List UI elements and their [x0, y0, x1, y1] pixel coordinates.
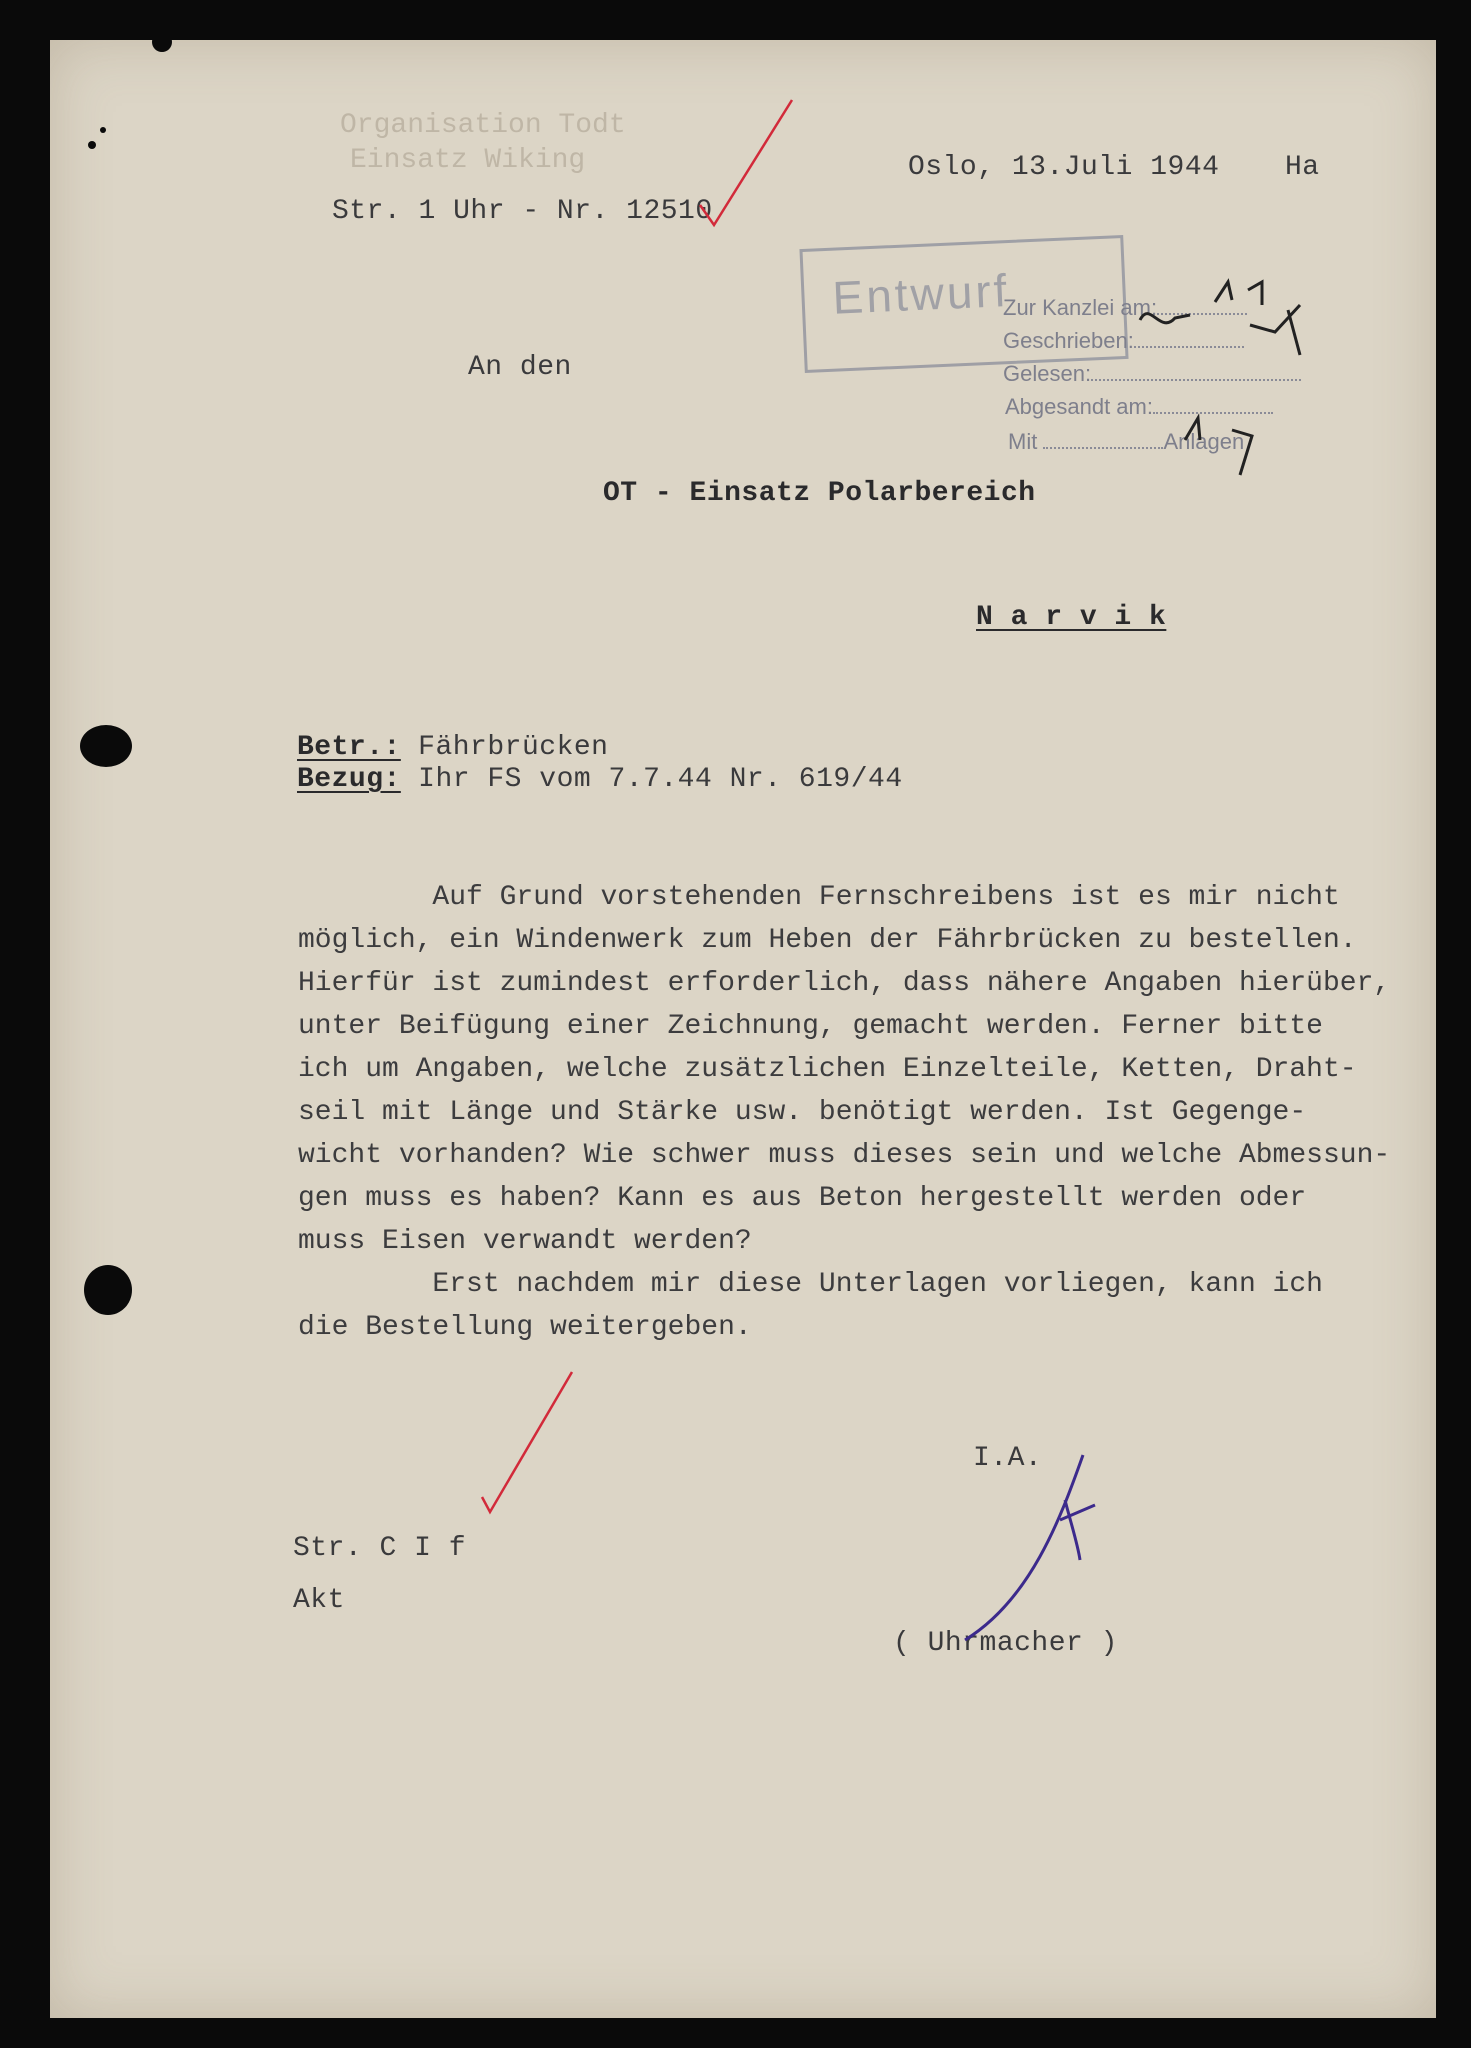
signature-mark — [965, 1455, 1095, 1640]
distribution-1: Str. C I f — [293, 1533, 467, 1564]
stamp-line-mit: Mit Anlagen — [1008, 429, 1245, 454]
hand-kanzlei-mark — [1215, 282, 1262, 305]
red-check-top — [700, 100, 792, 225]
edge-speck-1 — [152, 32, 172, 52]
body-line-9: muss Eisen verwandt werden? — [298, 1226, 752, 1257]
body-line-7: wicht vorhanden? Wie schwer muss dieses sein und welche Abmessun- — [298, 1140, 1391, 1171]
initials: Ha — [1285, 152, 1320, 183]
body-line-8: gen muss es haben? Kann es aus Beton hergestellt werden oder — [298, 1183, 1307, 1214]
faded-letterhead-1: Organisation Todt — [340, 110, 626, 141]
salutation: An den — [468, 352, 572, 383]
distribution-2: Akt — [293, 1585, 345, 1616]
body-line-4: unter Beifügung einer Zeichnung, gemacht werden. Ferner bitte — [298, 1011, 1323, 1042]
stamp-title: Entwurf — [831, 264, 1011, 324]
recipient-organisation: OT - Einsatz Polarbereich — [603, 478, 1036, 509]
recipient-city: N a r v i k — [976, 602, 1167, 633]
hand-mit-mark — [1185, 418, 1252, 475]
reference-number: Str. 1 Uhr - Nr. 12510 — [332, 196, 713, 227]
body-line-3: Hierfür ist zumindest erforderlich, dass nähere Angaben hierüber, — [298, 968, 1391, 999]
faded-letterhead-2: Einsatz Wiking — [350, 145, 586, 176]
place-date: Oslo, 13.Juli 1944 — [908, 152, 1220, 183]
body-line-2: möglich, ein Windenwerk zum Heben der Fährbrücken zu bestellen. — [298, 925, 1357, 956]
stamp-line-gelesen: Gelesen: — [1003, 361, 1301, 387]
red-check-bottom — [482, 1372, 572, 1512]
bezug-label: Bezug: — [297, 764, 401, 795]
body-line-6: seil mit Länge und Stärke usw. benötigt werden. Ist Gegenge- — [298, 1097, 1307, 1128]
stamp-line-abgesandt: Abgesandt am: — [1005, 394, 1273, 420]
stamp-line-kanzlei: Zur Kanzlei am: — [1003, 295, 1247, 321]
body-line-1: Auf Grund vorstehenden Fernschreibens ist es mir nicht — [298, 882, 1340, 913]
edge-speck-2 — [88, 141, 96, 149]
betr-value: Fährbrücken — [418, 732, 609, 763]
betr-label: Betr.: — [297, 732, 401, 763]
body-line-10: Erst nachdem mir diese Unterlagen vorliegen, kann ich — [298, 1269, 1323, 1300]
signer-name: ( Uhrmacher ) — [893, 1628, 1118, 1659]
ia-label: I.A. — [973, 1443, 1043, 1474]
body-line-5: ich um Angaben, welche zusätzlichen Einzelteile, Ketten, Draht- — [298, 1054, 1357, 1085]
edge-speck-3 — [100, 127, 106, 133]
stamp-line-geschrieben: Geschrieben: — [1003, 328, 1244, 354]
hand-geschrieben-mark — [1140, 305, 1300, 355]
body-line-11: die Bestellung weitergeben. — [298, 1312, 752, 1343]
bezug-value: Ihr FS vom 7.7.44 Nr. 619/44 — [418, 764, 903, 795]
